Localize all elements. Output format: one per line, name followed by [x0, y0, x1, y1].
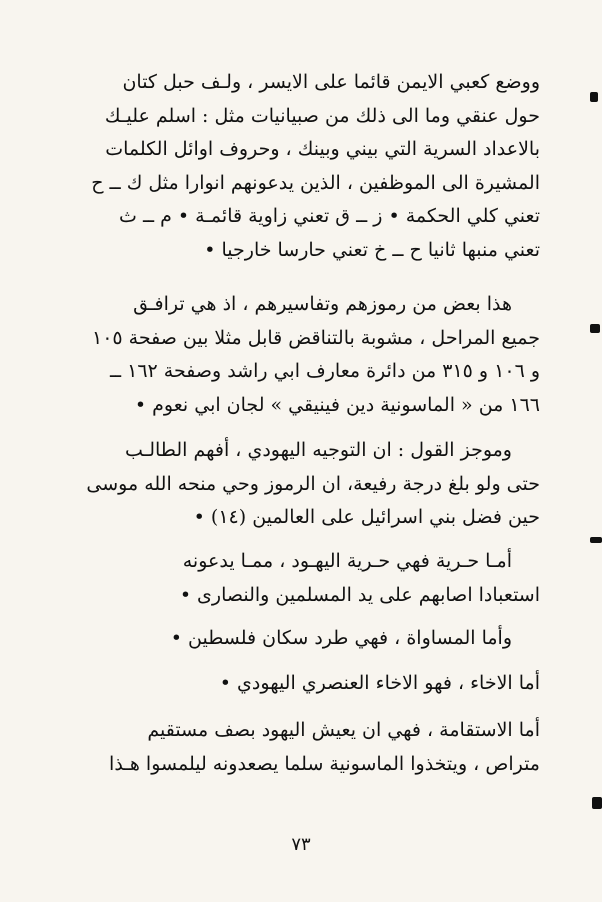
- text-line: ووضع كعبي الايمن قائما على الايسر ، ولـف حبل كتان: [122, 71, 540, 93]
- text-line: تعني كلي الحكمة • ز ــ ق تعني زاوية قائمـة • م ــ ث: [119, 205, 540, 227]
- margin-mark: [590, 537, 602, 543]
- text-line: حتى ولو بلغ درجة رفيعة، ان الرموز وحي منحه الله موسى: [86, 472, 540, 495]
- text-line: وموجز القول : ان التوجيه اليهودي ، أفهم الطالـب: [125, 439, 512, 461]
- paragraph-freedom: [110, 545, 540, 612]
- text-line: حول عنقي وما الى ذلك من صبيانيات مثل : اسلم عليـك: [104, 104, 540, 127]
- paragraph-integrity: [110, 714, 540, 781]
- text-line: هذا بعض من رموزهم وتفاسيرهم ، اذ هي ترافـق: [133, 293, 512, 315]
- margin-mark: [590, 92, 598, 102]
- margin-mark: [590, 324, 600, 333]
- text-line: بالاعداد السرية التي بيني وبينك ، وحروف اوائل الكلمات: [105, 138, 540, 160]
- page-number: ٧٣: [291, 834, 311, 855]
- margin-mark: [592, 797, 602, 809]
- text-line: جميع المراحل ، مشوبة بالتناقض قابل مثلا بين صفحة ١٠٥: [91, 326, 540, 349]
- text-line: أما الاخاء ، فهو الاخاء العنصري اليهودي •: [219, 672, 540, 694]
- paragraph-rituals: [91, 66, 540, 267]
- paragraph-summary: [86, 434, 540, 535]
- text-line: متراص ، ويتخذوا الماسونية سلما يصعدونه ليلمسوا هـذا: [109, 752, 540, 775]
- text-line: ١٦٦ من « الماسونية دين فينيقي » لجان ابي نعوم •: [134, 393, 540, 416]
- paragraph-brotherhood: [110, 667, 540, 701]
- text-line: وأما المساواة ، فهي طرد سكان فلسطين •: [170, 627, 512, 649]
- text-line: حين فضل بني اسرائيل على العالمين (١٤) •: [193, 506, 540, 528]
- paragraph-equality: [110, 622, 540, 656]
- text-line: المشيرة الى الموظفين ، الذين يدعونهم انوارا مثل ك ــ ح: [91, 171, 540, 194]
- text-line: و ١٠٦ و ٣١٥ من دائرة معارف ابي راشد وصفحة ١٦٢ ــ: [109, 360, 540, 382]
- text-line: أما الاستقامة ، فهي ان يعيش اليهود بصف مستقيم: [147, 719, 540, 741]
- text-line: أمـا حـرية فهي حـرية اليهـود ، ممـا يدعونه: [182, 550, 512, 572]
- text-line: تعني منبها ثانيا ح ــ خ تعني حارسا خارجيا •: [204, 238, 540, 261]
- text-line: استعبادا اصابهم على يد المسلمين والنصارى •: [179, 583, 540, 606]
- paragraph-symbols: [91, 288, 540, 422]
